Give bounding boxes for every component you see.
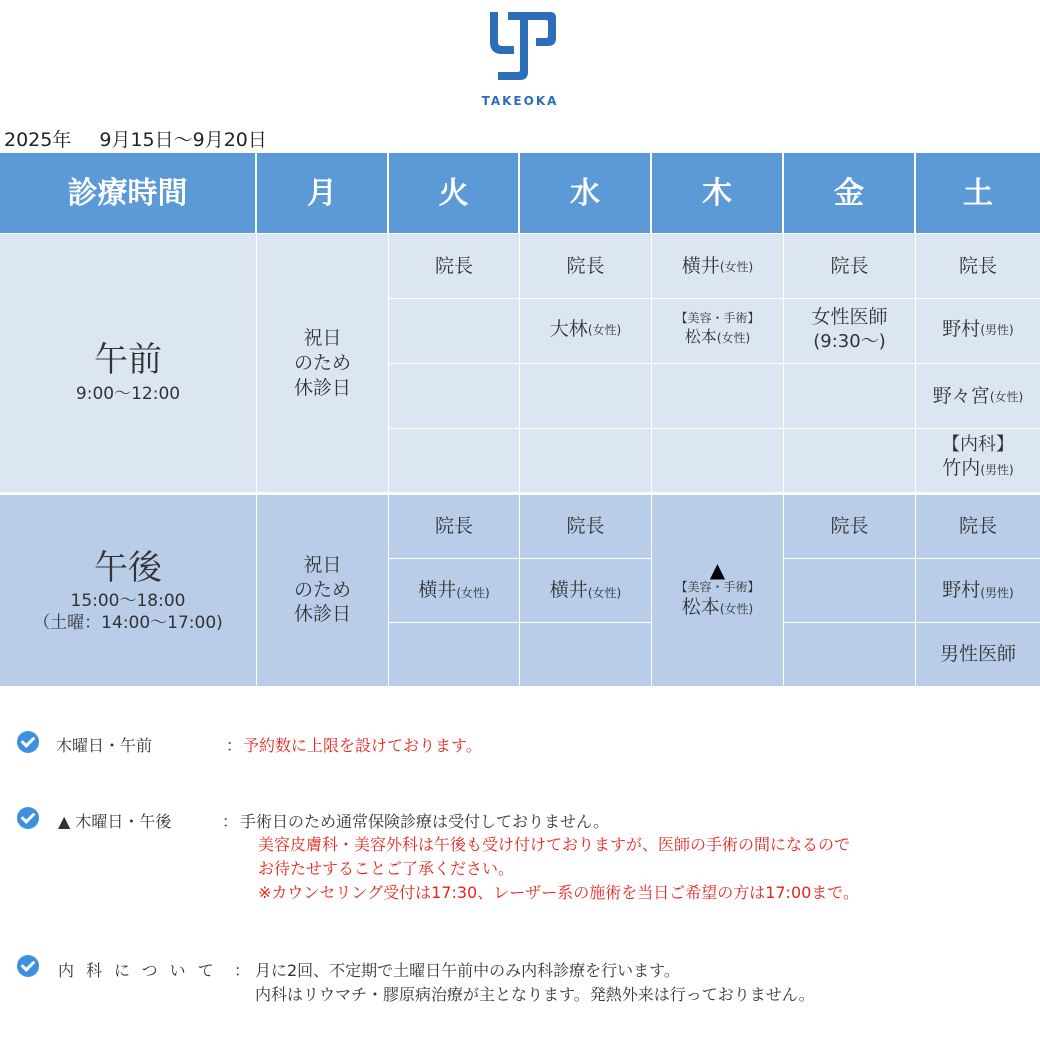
takeoka-logo-mark-icon bbox=[480, 6, 560, 86]
am-sat-r4 bbox=[916, 429, 1040, 494]
note-colon-2: ： bbox=[222, 812, 239, 831]
doctor-name: 女性医師 bbox=[811, 306, 888, 328]
doctor-name: 野々宮 bbox=[932, 385, 990, 407]
closed-line: のため bbox=[293, 578, 351, 601]
am-fri-r3 bbox=[784, 364, 916, 429]
am-wed-r4 bbox=[520, 429, 652, 494]
am-pm-divider bbox=[0, 492, 1040, 495]
note-label-3: 内科について bbox=[58, 961, 226, 980]
pm-sat-r1: 院長 bbox=[916, 494, 1040, 559]
note-colon-1: ： bbox=[226, 736, 243, 755]
pm-label: 午後 bbox=[94, 547, 162, 588]
check-circle-icon bbox=[17, 807, 39, 829]
header-thu: 木 bbox=[652, 153, 784, 234]
am-sat-r3 bbox=[916, 364, 1040, 429]
pm-monday-closed bbox=[257, 494, 389, 687]
header-wed: 水 bbox=[520, 153, 652, 234]
pm-tue-r3 bbox=[389, 623, 520, 687]
doctor-gender: (女性) bbox=[456, 585, 490, 600]
am-thu-r1 bbox=[652, 234, 784, 299]
header-tue: 火 bbox=[389, 153, 520, 234]
header-sat: 土 bbox=[916, 153, 1040, 234]
am-thu-r2 bbox=[652, 299, 784, 364]
doctor-time: (9:30〜) bbox=[813, 330, 886, 352]
note-line: 内科はリウマチ・膠原病治療が主となります。発熱外来は行っておりません。 bbox=[255, 985, 815, 1004]
am-tue-r3 bbox=[389, 364, 520, 429]
pm-thu-merged bbox=[652, 494, 784, 687]
am-wed-r2 bbox=[520, 299, 652, 364]
doctor-name: 野村 bbox=[942, 318, 981, 340]
am-time: 9:00〜12:00 bbox=[75, 383, 181, 404]
header-mon: 月 bbox=[257, 153, 389, 234]
note-label-1: 木曜日・午前 bbox=[56, 736, 153, 755]
am-fri-r1: 院長 bbox=[784, 234, 916, 299]
pm-wed-r3 bbox=[520, 623, 652, 687]
pm-sat-r2 bbox=[916, 559, 1040, 623]
doctor-gender: (女性) bbox=[719, 260, 754, 274]
check-circle-icon bbox=[17, 955, 39, 977]
doctor-name: 横井 bbox=[549, 579, 588, 602]
pm-sat-time: （土曜：14:00〜17:00) bbox=[33, 613, 223, 634]
doctor-gender: (女性) bbox=[587, 323, 622, 337]
am-thu-r4 bbox=[652, 429, 784, 494]
note-text-3: 月に2回、不定期で土曜日午前中のみ内科診療を行います。 bbox=[255, 961, 680, 980]
pm-wed-r2 bbox=[520, 559, 652, 623]
doctor-gender: (男性) bbox=[980, 463, 1014, 478]
closed-line: 休診日 bbox=[293, 603, 351, 626]
doctor-name: 横井 bbox=[418, 579, 457, 602]
doctor-gender: (女性) bbox=[989, 390, 1024, 404]
pm-tue-r1: 院長 bbox=[389, 494, 520, 559]
closed-line: 休診日 bbox=[293, 376, 351, 399]
am-thu-r3 bbox=[652, 364, 784, 429]
closed-line: のため bbox=[293, 352, 351, 375]
pm-time: 15:00〜18:00 bbox=[70, 591, 186, 611]
date-year: 2025年 bbox=[4, 129, 72, 151]
note-line: ※カウンセリング受付は17:30、レーザー系の施術を当日ご希望の方は17:00まで。 bbox=[258, 883, 859, 902]
am-tue-r4 bbox=[389, 429, 520, 494]
doctor-gender: (女性) bbox=[719, 602, 754, 617]
doctor-gender: (女性) bbox=[716, 330, 751, 345]
note-line: お待たせすることご了承ください。 bbox=[258, 859, 515, 878]
doctor-name: 竹内 bbox=[942, 457, 981, 480]
note-text-2: 手術日のため通常保険診療は受付しておりません。 bbox=[240, 812, 609, 831]
closed-line: 祝日 bbox=[303, 553, 342, 576]
doctor-gender: (女性) bbox=[587, 585, 622, 600]
brand-name: TAKEOKA bbox=[481, 94, 559, 108]
closed-line: 祝日 bbox=[303, 327, 342, 350]
am-tue-r1: 院長 bbox=[389, 234, 520, 299]
am-tue-r2 bbox=[389, 299, 520, 364]
triangle-icon: ▲ bbox=[709, 557, 726, 582]
note-text-1: 予約数に上限を設けております。 bbox=[243, 736, 482, 755]
note-line: 美容皮膚科・美容外科は午後も受け付けておりますが、医師の手術の間になるので bbox=[258, 835, 851, 854]
takeoka-logo bbox=[470, 6, 570, 116]
doctor-gender: (男性) bbox=[980, 323, 1014, 337]
check-circle-icon bbox=[17, 731, 39, 753]
date-days: 9月15日〜9月20日 bbox=[99, 129, 267, 151]
pm-tue-r2 bbox=[389, 559, 520, 623]
doctor-name: 野村 bbox=[942, 579, 981, 602]
am-wed-r3 bbox=[520, 364, 652, 429]
doctor-gender: (男性) bbox=[980, 585, 1014, 600]
specialty-tag: 【美容・手術】 bbox=[675, 579, 760, 594]
pm-fri-r3 bbox=[784, 623, 916, 687]
pm-fri-r2 bbox=[784, 559, 916, 623]
date-range bbox=[4, 125, 267, 152]
am-monday-closed bbox=[257, 234, 389, 494]
note-label-2: ▲ 木曜日・午後 bbox=[58, 812, 172, 831]
pm-period bbox=[0, 494, 257, 687]
specialty-tag: 【内科】 bbox=[942, 434, 1014, 455]
doctor-name: 横井 bbox=[681, 255, 720, 277]
specialty-tag: 【美容・手術】 bbox=[675, 311, 760, 325]
schedule-table bbox=[0, 153, 1040, 687]
am-sat-r2 bbox=[916, 299, 1040, 364]
doctor-name: 松本 bbox=[681, 596, 720, 619]
pm-sat-r3: 男性医師 bbox=[916, 623, 1040, 687]
am-wed-r1: 院長 bbox=[520, 234, 652, 299]
header-hours: 診療時間 bbox=[0, 153, 257, 234]
doctor-name: 大林 bbox=[549, 318, 588, 340]
am-fri-r2 bbox=[784, 299, 916, 364]
pm-fri-r1: 院長 bbox=[784, 494, 916, 559]
doctor-name: 松本 bbox=[684, 326, 717, 346]
am-period bbox=[0, 234, 257, 494]
header-fri: 金 bbox=[784, 153, 916, 234]
pm-wed-r1: 院長 bbox=[520, 494, 652, 559]
am-label: 午前 bbox=[94, 340, 162, 381]
note-colon-3: ： bbox=[234, 961, 251, 980]
am-fri-r4 bbox=[784, 429, 916, 494]
am-sat-r1: 院長 bbox=[916, 234, 1040, 299]
